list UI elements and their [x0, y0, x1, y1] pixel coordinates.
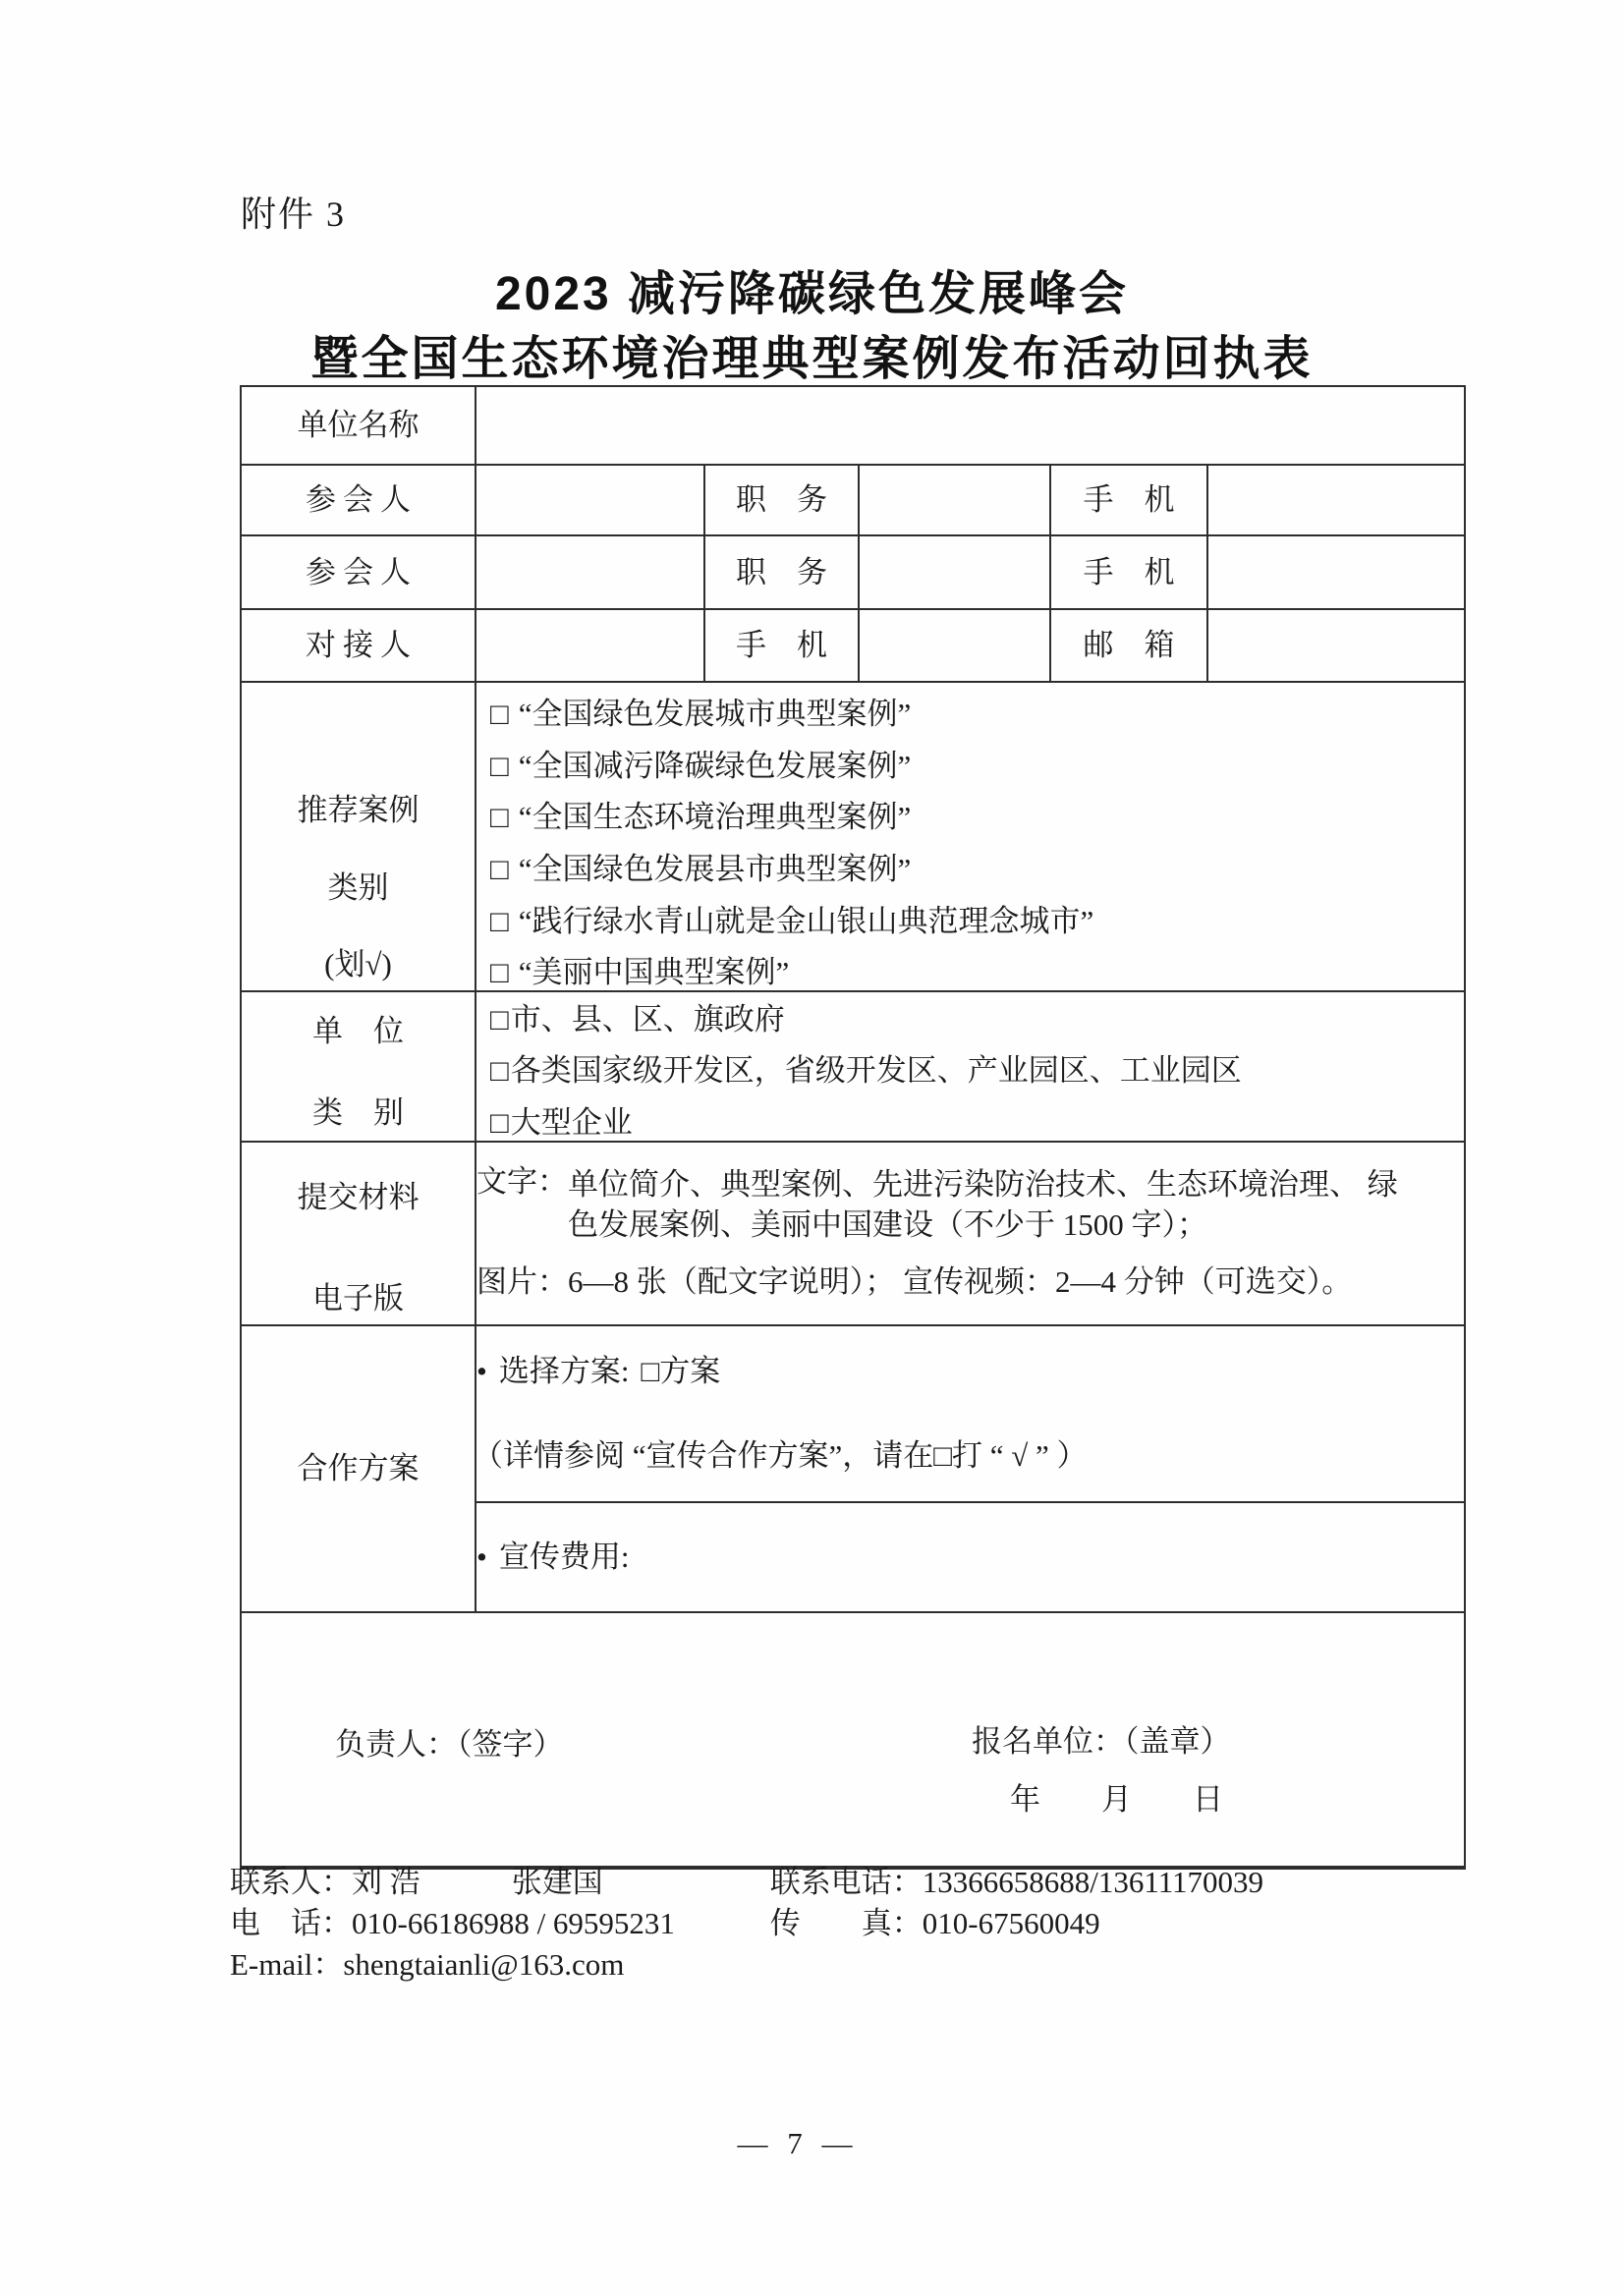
office-phone-text: 电 话：010-66186988 / 69595231 [230, 1906, 675, 1940]
fax-text: 传 真：010-67560049 [769, 1906, 1100, 1940]
case-option-row [490, 904, 1456, 939]
case-option-text-4: “全国绿色发展县市典型案例” [518, 851, 912, 886]
unit-seal-label: 报名单位：（盖章） [972, 1723, 1231, 1759]
unit-name-label: 单位名称 [241, 386, 476, 465]
bullet-icon: • [476, 1354, 487, 1389]
page-title-line2: 暨全国生态环境治理典型案例发布活动回执表 [310, 333, 1314, 385]
contact-line-2 [230, 1903, 1478, 1944]
unit-type-text-2: 各类国家级开发区，省级开发区、产业园区、工业园区 [510, 1053, 1242, 1089]
attendee2-title-label: 职 务 [704, 535, 859, 609]
attendee1-phone-input-cell[interactable] [1207, 465, 1465, 535]
case-option-row [490, 852, 1456, 887]
reply-form-table [240, 385, 1466, 1870]
materials-text-line1: 单位简介、典型案例、先进污染防治技术、生态环境治理、 绿 [568, 1167, 1398, 1203]
unit-type-option-row [490, 1053, 1456, 1089]
unit-type-options-cell [476, 991, 1465, 1142]
attendee1-phone-label: 手 机 [1050, 465, 1207, 535]
attendee2-title-input-cell[interactable] [859, 535, 1050, 609]
liaison-email-label: 邮 箱 [1050, 609, 1207, 682]
unit-type-option-row [490, 1105, 1456, 1141]
case-option-checkbox-4[interactable]: □ [490, 851, 509, 886]
materials-content-cell [476, 1142, 1465, 1325]
unit-type-text-1: 市、县、区、旗政府 [510, 1001, 785, 1036]
contact-person-text: 联系人：刘 浩 张建国 [230, 1865, 603, 1899]
materials-label-line2: 电子版 [312, 1281, 404, 1316]
unit-type-label [241, 991, 476, 1142]
case-option-text-5: “践行绿水青山就是金山银山典范理念城市” [518, 903, 1094, 938]
plan-select-label: 选择方案: [498, 1354, 630, 1389]
liaison-phone-input-cell[interactable] [859, 609, 1050, 682]
plan-note-line: （详情参阅 “宣传合作方案”，请在□打 “ √ ” ） [473, 1437, 1088, 1473]
case-option-row [490, 800, 1456, 835]
signature-cell[interactable] [241, 1612, 1465, 1868]
date-fields-label: 年 月 日 [1010, 1781, 1223, 1817]
contact-line-1 [230, 1862, 1478, 1903]
page-title-line1: 2023 减污降碳绿色发展峰会 [494, 268, 1130, 320]
attendee1-label: 参会人 [241, 465, 476, 535]
plan-option-text: 方案 [659, 1354, 721, 1389]
bullet-icon: • [476, 1539, 487, 1574]
case-option-row [490, 697, 1456, 732]
case-option-checkbox-2[interactable]: □ [490, 748, 509, 783]
case-option-row [490, 955, 1456, 990]
case-option-text-6: “美丽中国典型案例” [518, 955, 790, 990]
materials-label-line1: 提交材料 [297, 1179, 420, 1214]
case-category-label-line1: 推荐案例 [297, 792, 420, 827]
cooperation-label: 合作方案 [241, 1325, 476, 1612]
case-category-label-line2: 类别 [327, 869, 389, 905]
contact-info-block [230, 1862, 1478, 1986]
case-option-checkbox-1[interactable]: □ [490, 697, 509, 731]
case-option-row [490, 749, 1456, 784]
attendee1-title-label: 职 务 [704, 465, 859, 535]
case-option-checkbox-6[interactable]: □ [490, 955, 509, 990]
responsible-signature-label: 负责人：（签字） [335, 1726, 564, 1762]
unit-type-label-line2: 类 别 [312, 1095, 404, 1131]
materials-text-prefix: 文字： [476, 1164, 568, 1200]
attendee2-name-input-cell[interactable] [476, 535, 704, 609]
case-option-text-3: “全国生态环境治理典型案例” [518, 800, 912, 835]
case-option-checkbox-3[interactable]: □ [490, 800, 509, 835]
materials-text-body [568, 1164, 1464, 1245]
case-option-text-2: “全国减污降碳绿色发展案例” [518, 748, 912, 783]
unit-type-checkbox-3[interactable]: □ [490, 1105, 509, 1141]
case-option-text-1: “全国绿色发展城市典型案例” [518, 697, 912, 731]
unit-type-label-line1: 单 位 [312, 1013, 404, 1048]
email-text: E-mail：shengtaianli@163.com [230, 1947, 625, 1982]
liaison-name-input-cell[interactable] [476, 609, 704, 682]
contact-phone-text: 联系电话：13366658688/13611170039 [769, 1865, 1264, 1899]
materials-label [241, 1142, 476, 1325]
attendee2-phone-input-cell[interactable] [1207, 535, 1465, 609]
case-category-label-line3: (划√) [324, 947, 392, 982]
materials-text-line2: 色发展案例、美丽中国建设（不少于 1500 字）； [568, 1207, 1207, 1243]
case-category-options-cell [476, 682, 1465, 991]
unit-type-checkbox-1[interactable]: □ [490, 1001, 509, 1036]
case-option-checkbox-5[interactable]: □ [490, 903, 509, 938]
unit-type-option-row [490, 1002, 1456, 1037]
fee-label: 宣传费用: [498, 1539, 630, 1574]
liaison-email-input-cell[interactable] [1207, 609, 1465, 682]
attachment-label: 附件 3 [241, 195, 347, 234]
unit-name-input-cell[interactable] [476, 386, 1465, 465]
cooperation-plan-cell [473, 1325, 1465, 1502]
materials-media-line: 图片：6—8 张（配文字说明）； 宣传视频：2—4 分钟（可选交）。 [476, 1264, 1353, 1300]
case-category-label [241, 682, 476, 991]
page-number: — 7 — [737, 2126, 859, 2160]
unit-type-checkbox-2[interactable]: □ [490, 1053, 509, 1089]
attendee1-name-input-cell[interactable] [476, 465, 704, 535]
plan-checkbox[interactable]: □ [641, 1354, 660, 1389]
liaison-label: 对接人 [241, 609, 476, 682]
unit-type-text-3: 大型企业 [510, 1105, 633, 1141]
attendee1-title-input-cell[interactable] [859, 465, 1050, 535]
liaison-phone-label: 手 机 [704, 609, 859, 682]
cooperation-fee-cell[interactable] [476, 1502, 1465, 1612]
attendee2-label: 参会人 [241, 535, 476, 609]
contact-line-3 [230, 1944, 1478, 1986]
attendee2-phone-label: 手 机 [1050, 535, 1207, 609]
